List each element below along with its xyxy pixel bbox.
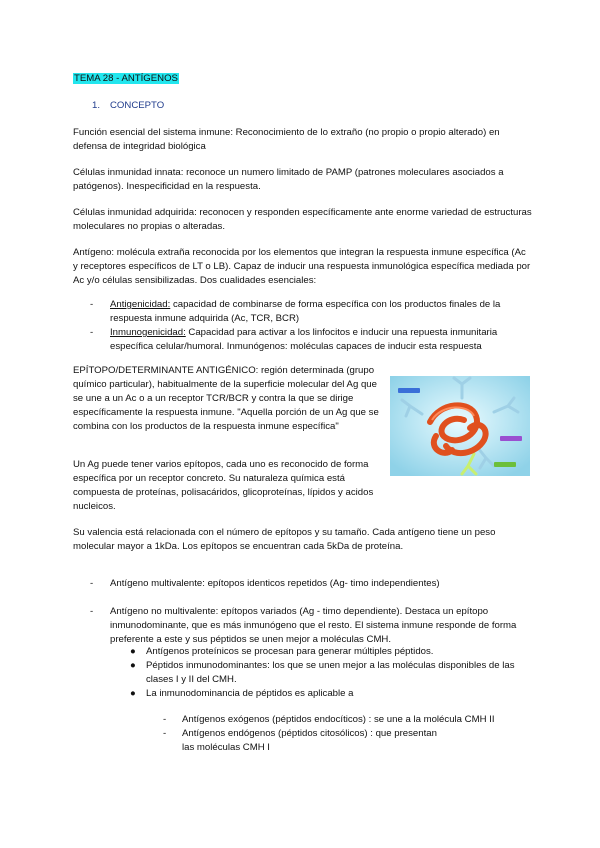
definition-antigenicidad: capacidad de combinarse de forma específica con los productos finales de la respuesta inmune adquirida (Ac, TCR, BCR) — [110, 299, 501, 324]
list-item-inmunogenicidad — [110, 326, 530, 354]
paragraph-innata: Células inmunidad innata: reconoce un numero limitado de PAMP (patrones moleculares asociados a patógenos). Inespecificidad en la respuesta. — [73, 167, 504, 192]
label-tag-green — [494, 462, 516, 467]
bullet-proteinicos: Antígenos proteínicos se procesan para generar múltiples péptidos. — [146, 646, 434, 657]
paragraph-epitopo: EPÍTOPO/DETERMINANTE ANTIGÉNICO: región determinada (grupo químico particular), habitualmente de la superficie molecular del Ag que se une a un Ac o a un receptor TCR/BCR y contra la que se dirige específicamente la respuesta inmune. "Aquella porción de un Ag que se combina con los productos de la respuesta inmune específica" — [73, 365, 379, 432]
list-dash: - — [90, 299, 94, 310]
definition-inmunogenicidad: Capacidad para activar a los linfocitos e inducir una repuesta inmunitaria específica celular/humoral. Inmunógenos: moléculas capaces de inducir esta respuesta — [110, 327, 498, 352]
sublist-item-endogenos: Antígenos endógenos (péptidos citosólicos) : que presentan las moléculas CMH I — [182, 728, 437, 753]
list-item-multivalente: Antígeno multivalente: epítopos identicos repetidos (Ag- timo independientes) — [110, 578, 440, 589]
antigen-antibody-illustration — [390, 376, 530, 476]
bullet-inmunodominantes: Péptidos inmunodominantes: los que se unen mejor a las moléculas disponibles de las clases I y II del CMH. — [146, 660, 515, 685]
bullet-inmunodominancia: La inmunodominancia de péptidos es aplicable a — [146, 688, 354, 699]
paragraph-valencia: Su valencia está relacionada con el número de epítopos y su tamaño. Cada antígeno tiene un peso molecular mayor a 1kDa. Los epítopos se encuentran cada 5kDa de proteína. — [73, 527, 496, 552]
sublist-item-exogenos: Antígenos exógenos (péptidos endocíticos) : se une a la molécula CMH II — [182, 714, 495, 725]
list-item-no-multivalente: Antígeno no multivalente: epítopos variados (Ag - timo dependiente). Destaca un epítopo inmunodominante, que es más inmunógeno que el resto. El sistema inmune responde de forma preferente a este y sus péptidos se unen mejor a moléculas CMH. — [110, 606, 517, 645]
title-highlight: TEMA 28 - ANTÍGENOS — [74, 73, 178, 84]
page-title — [73, 72, 179, 86]
paragraph-varios-epitopos: Un Ag puede tener varios epítopos, cada uno es reconocido de forma específica por un receptor concreto. Su naturaleza química está compuesta de proteínas, polisacáridos, glicoproteínas, lípidos y acidos nucleicos. — [73, 459, 374, 512]
list-dash: - — [90, 578, 94, 589]
section-heading: CONCEPTO — [110, 100, 165, 111]
sublist-dash: - — [163, 728, 167, 739]
label-tag-blue — [398, 388, 420, 393]
section-number: 1. — [92, 100, 101, 111]
label-tag-purple — [500, 436, 522, 441]
paragraph-antigeno: Antígeno: molécula extraña reconocida por los elementos que integran la respuesta inmune específica (Ac y receptores específicos de LT o LB). Capaz de inducir una respuesta inmunológica específica mediada por Ac y/o células sensibilizadas. Dos cualidades esenciales: — [73, 247, 531, 286]
list-dash: - — [90, 606, 94, 617]
list-item-antigenicidad — [110, 298, 530, 326]
bullet-dot: ● — [130, 688, 136, 699]
bullet-dot: ● — [130, 660, 136, 671]
term-inmunogenicidad: Inmunogenicidad: — [110, 327, 186, 338]
paragraph-adquirida: Células inmunidad adquirida: reconocen y responden específicamente ante enorme variedad de estructuras moleculares no propias o alteradas. — [73, 207, 532, 232]
list-dash: - — [90, 327, 94, 338]
sublist-dash: - — [163, 714, 167, 725]
term-antigenicidad: Antigenicidad: — [110, 299, 171, 310]
bullet-dot: ● — [130, 646, 136, 657]
paragraph-funcion: Función esencial del sistema inmune: Reconocimiento de lo extraño (no propio o propio alterado) en defensa de integridad biológica — [73, 127, 500, 152]
